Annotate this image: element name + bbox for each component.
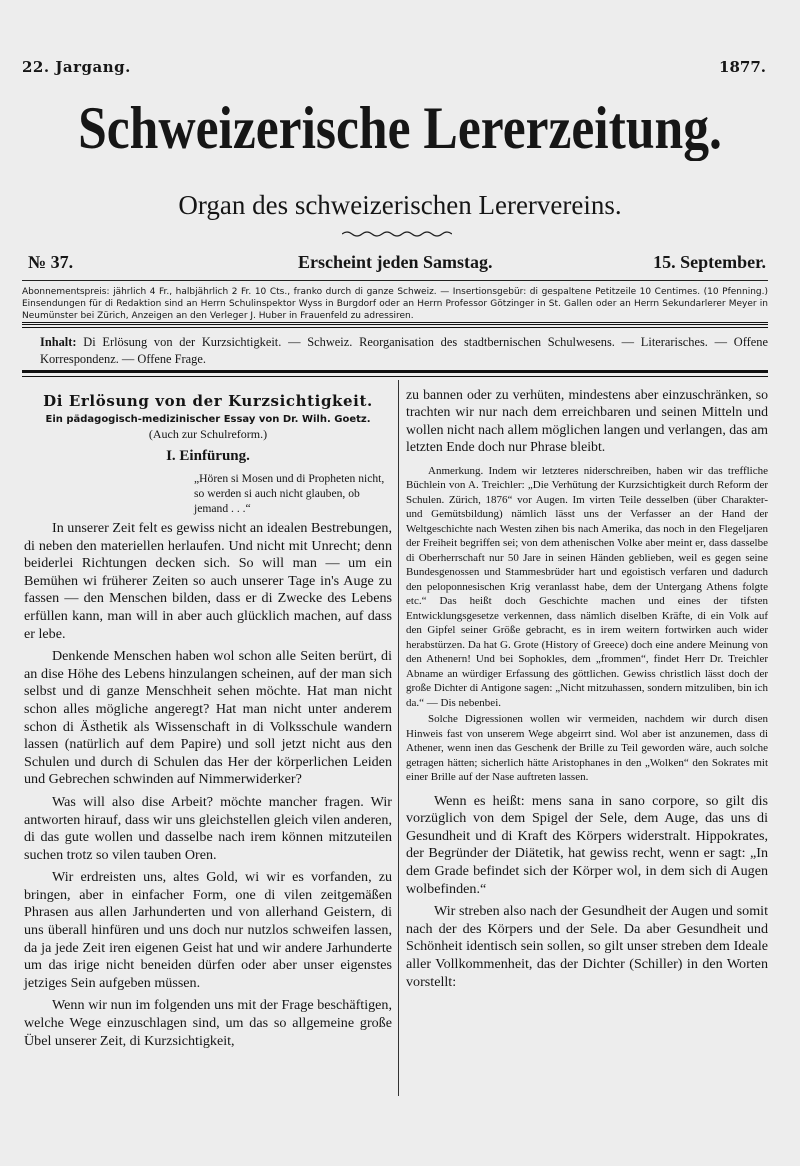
contents-text: Di Erlösung von der Kurzsichtigkeit. — Schweiz. Reorganisation des stadtbernischen Schulwesens. — Literarisches. — Offene Korrespondenz. — Offene Frage. <box>40 335 768 366</box>
motto-quote: „Hören si Mosen und di Propheten nicht, so werden si auch nicht glauben, ob jemand . . .“ <box>194 472 385 515</box>
volume-label: 22. Jargang. <box>22 58 131 76</box>
ornament-divider <box>342 230 452 238</box>
issue-frequency: Erscheint jeden Samstag. <box>298 252 493 272</box>
year-label: 1877. <box>719 58 766 76</box>
paragraph: Wir streben also nach der Gesundheit der Augen und somit nach der des Körpers und der Sele. Da aber Gesundheit und Schönheit identisch sein sollen, so gilt unser streben dem Ideale aller Vollkommenheit, das der Dichter (Schiller) in den Worten vorstellt: <box>406 903 768 990</box>
issue-number: № 37. <box>28 252 74 272</box>
contents-label: Inhalt: <box>40 335 77 349</box>
masthead-subtitle: Organ des schweizerischen Lerervereins. <box>178 190 622 220</box>
paragraph: Wir erdreisten uns, altes Gold, wi wir es vorfanden, zu bringen, aber in einfacher Form, one di vilen zeitgemäßen Phrasen aus allen Jarhunderten und von allerhand Geistern, di uns überall hinfüren und uns doch nur nutzlos schweifen lassen, da ja jede Zeit iren eigenen Geist hat und wir andere Jarhunderte um das irige nicht beneiden dürfen oder aber unser eigenstes jetziges Sein aufgeben müssen. <box>24 869 392 991</box>
right-column <box>406 386 768 991</box>
header-rule <box>22 280 768 281</box>
article-subtitle: Ein pädagogisch-medizinischer Essay von Dr. Wilh. Goetz. <box>45 414 371 425</box>
paragraph-continuation: zu bannen oder zu verhüten, mindestens aber einzuschränken, so trachten wir nur nach dem erreichbaren und seinen Mitteln und wollen nicht nach allem möglichen langen und verlangen, das am letzten Ende doch nur Phrase bleibt. <box>406 387 768 455</box>
article-note: (Auch zur Schulreform.) <box>148 427 268 441</box>
section-heading: I. Einfürung. <box>166 448 250 464</box>
issue-date: 15. September. <box>653 252 766 272</box>
double-rule <box>22 322 768 328</box>
masthead-title: Schweizerische Lererzeitung. <box>78 95 722 161</box>
article-title: Di Erlösung von der Kurzsichtigkeit. <box>43 392 373 410</box>
paragraph: In unserer Zeit felt es gewiss nicht an idealen Bestrebungen, di neben den materiellen herlaufen. Und nicht mit Unrecht; denn beiderlei Richtungen decken sich. So will man — um ein Bemühen wi früherer Zeiten so auch unserer Tage in's Auge zu fassen — den Menschen bilden, dass er di Zwecke des Lebens erfüllen kann, man will in aber auch glücklich machen, auf dass er lebe. <box>24 520 392 642</box>
footnote: Solche Digressionen wollen wir vermeiden, nachdem wir durch disen Hinweis fast von unserem Wege abgeirrt sind. Wol aber ist anzunemen, dass di Athener, wenn inen das Geschenk der Brille zu Teil geworden wäre, auch solche getragen hätten; sicherlich hätte Aristophanes in den „Wolken“ den Sokrates mit einer Brille auf der Nase auftreten lassen. <box>406 713 768 784</box>
table-of-contents <box>40 334 768 368</box>
subscription-info: Abonnementspreis: jährlich 4 Fr., halbjährlich 2 Fr. 10 Cts., franko durch di ganze Schweiz. — Insertionsgebür: di gespaltene Petitzeile 10 Centimes. (10 Pfenning.) Einsendungen für di Redaktion sind an Herrn Schulinspektor Wyss in Burgdorf oder an Herrn Professor Götzinger in St. Gallen oder an Herrn Sekundarlerer Meyer in Neumünster bei Zürich, Anzeigen an den Verleger J. Huber in Frauenfeld zu adressiren. <box>22 287 768 321</box>
footnote: Anmerkung. Indem wir letzteres niderschreiben, haben wir das treffliche Büchlein von A. Treichler: „Die Verhütung der Kurzsichtigkeit durch Reform der Schulen. Zürich, 1876“ vor Augen. Im virten Teile desselben (über Charakter- und Gemütsbildung) nämlich lässt uns der Verfasser an der Hand der Weltgeschichte nach Westen zihen bis nach Amerika, das noch in den Flegeljaren der Freiheit begriffen sei; von dem athenischen Volke aber meint er, dass dasselbe di Oberherrschaft nur 50 Jare in seinen Händen geblieben, weil es gegen seine Bundesgenossen und Stammesbrüder hart und egoistisch verfaren und dadurch den peloponnesischen Krig veranlasst habe, dem der Untergang Athens folgte etc.“ Das heißt doch Geschichte machen und eines der tifsten Entwicklungsgesetze verkennen, dass nämlich diselben Kräfte, di ein Volk auf den Gipfel seiner Größe gebracht, es in irem weitern fortwirken auch wider herabstürzen. Da hat G. Grote (History of Greece) doch eine andere Meinung von den Athenern! Und bei Sophokles, dem „frommen“, findet Herr Dr. Treichler Abname an würdiger Erfassung des göttlichen. Gewiss christlich lässt doch der große Dichter di Antigone sagen: „Nicht mitzuhassen, sondern mitzuliben, bin ich da.“ — Dis nebenbei. <box>406 464 768 709</box>
heavy-rule <box>22 370 768 377</box>
paragraph: Was will also dise Arbeit? möchte mancher fragen. Wir antworten hirauf, dass wir uns gleichstellen gleich vilen anderen, di das gute wollen und dasselbe nach irem können mitzuteilen suchen trotz so vilen tauben Oren. <box>24 793 392 863</box>
column-divider <box>398 380 399 1096</box>
paragraph: Wenn wir nun im folgenden uns mit der Frage beschäftigen, welche Wege einzuschlagen sind, um das so allgemeine große Übel unserer Zeit, di Kurzsichtigkeit, <box>24 997 392 1049</box>
paragraph: Wenn es heißt: mens sana in sano corpore, so gilt dis vorzüglich von dem Spigel der Sele, dem Auge, das uns di Gesundheit und di Kraft des Körpers widerstralt. Hippokrates, der Begründer der Diätetik, hat gewiss recht, wenn er sagt: „In dem Grade befindet sich der Körper wol, in dem sich di Augen wolbefinden.“ <box>406 792 768 897</box>
issue-line <box>28 252 766 276</box>
top-line <box>22 58 766 78</box>
left-column <box>24 386 392 1050</box>
paragraph: Denkende Menschen haben wol schon alle Seiten berürt, di an dise Höhe des Lebens hinzulangen scheinen, auf der man sich selbst und di ganze Menschheit sehen möchte. Hat man nicht schon alles mögliche angeregt? Hat man nicht unter anderem schon di Ästhetik als Wissenschaft in di Volksschule wandern lassen (natürlich auf dem Papire) und soll jetzt nicht aus den Schulen und durch di Schulen das Her der körperlichen Leiden und Gebrechen schwinden auf Nimmerwiderker? <box>24 648 392 788</box>
